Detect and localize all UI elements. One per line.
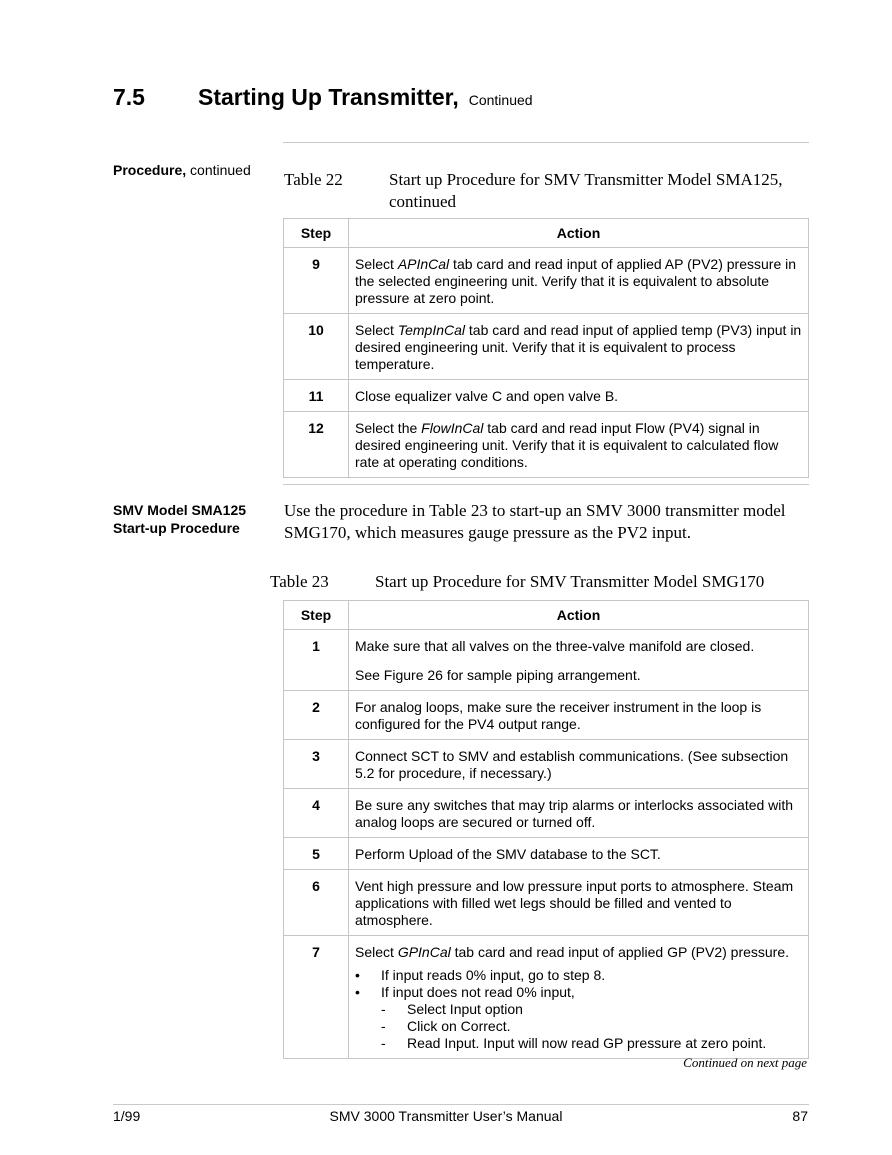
- action-cell: [349, 936, 809, 1059]
- footer-date: 1/99: [113, 1108, 141, 1124]
- sub-item: [381, 1018, 802, 1035]
- action-cell: [349, 380, 809, 412]
- step-number: 5: [284, 838, 349, 870]
- step-number: 11: [284, 380, 349, 412]
- mid-rule: [283, 484, 809, 485]
- bullet-text: If input reads 0% input, go to step 8.: [381, 967, 606, 983]
- action-text: Be sure any switches that may trip alarms or interlocks associated with analog loops are secured or turned off.: [355, 797, 794, 830]
- action-text: Select: [355, 944, 398, 960]
- action-cell: [349, 248, 809, 314]
- tab-card-name: APInCal: [397, 256, 450, 272]
- action-cell: [349, 691, 809, 740]
- action-text: Vent high pressure and low pressure input ports to atmosphere. Steam applications with filled wet legs should be filled and vented to atmosphere.: [355, 878, 794, 928]
- table-row: [284, 789, 809, 838]
- action-paragraph: [355, 638, 802, 655]
- bullet-item: [355, 967, 802, 984]
- action-cell: [349, 412, 809, 478]
- bullet-text: If input does not read 0% input,: [381, 984, 575, 1000]
- action-text: For analog loops, make sure the receiver instrument in the loop is configured for the PV4 output range.: [355, 699, 762, 732]
- bullet-list: [355, 967, 802, 1052]
- action-text: Select the: [355, 420, 422, 436]
- action-text: Select: [355, 322, 398, 338]
- tab-card-name: TempInCal: [397, 322, 465, 338]
- action-text: Make sure that all valves on the three-valve manifold are closed.: [355, 638, 755, 654]
- step-number: 7: [284, 936, 349, 1059]
- section-number: 7.5: [113, 84, 145, 110]
- action-cell: [349, 740, 809, 789]
- table22-action-header: Action: [349, 219, 809, 248]
- startup-side-heading-line2: Start-up Procedure: [113, 520, 240, 536]
- action-text: Select: [355, 256, 398, 272]
- table22-step-header: Step: [284, 219, 349, 248]
- section-title: Starting Up Transmitter,: [198, 84, 459, 110]
- table23-step-header: Step: [284, 601, 349, 630]
- action-text: tab card and read input of applied AP (PV2) pressure in the selected engineering unit. Verify that it is equivalent to absolute pressure at zero point.: [355, 256, 797, 306]
- table-row: [284, 740, 809, 789]
- table-row: [284, 314, 809, 380]
- startup-side-heading: [113, 501, 246, 537]
- footer-rule: [113, 1104, 809, 1105]
- action-text: See Figure 26 for sample piping arrangement.: [355, 667, 641, 683]
- table22-title-line2: continued: [389, 192, 457, 211]
- sub-text: Select Input option: [407, 1001, 523, 1017]
- sub-text: Click on Correct.: [407, 1018, 511, 1034]
- action-text: tab card and read input Flow (PV4) signal in desired engineering unit. Verify that it is equivalent to calculated flow rate at operating conditions.: [355, 420, 779, 470]
- tab-card-name: GPInCal: [397, 944, 451, 960]
- table22: [283, 218, 809, 478]
- table23-caption: [270, 571, 810, 595]
- table-row: [284, 936, 809, 1059]
- table22-caption: [284, 169, 814, 215]
- action-paragraph: [355, 667, 802, 684]
- action-cell: [349, 630, 809, 691]
- step-number: 1: [284, 630, 349, 691]
- action-text: Close equalizer valve C and open valve B.: [355, 388, 619, 404]
- step-number: 12: [284, 412, 349, 478]
- footer-manual-title: SMV 3000 Transmitter User’s Manual: [329, 1108, 563, 1124]
- top-rule: [283, 142, 809, 143]
- action-paragraph: [355, 846, 802, 863]
- sub-item: [381, 1001, 802, 1018]
- action-paragraph: [355, 944, 802, 961]
- action-cell: [349, 870, 809, 936]
- bullet-marker: •: [355, 984, 360, 1000]
- action-cell: [349, 838, 809, 870]
- startup-side-heading-line1: SMV Model SMA125: [113, 502, 247, 518]
- sub-list: [381, 1001, 802, 1052]
- step-number: 9: [284, 248, 349, 314]
- action-paragraph: [355, 748, 802, 782]
- action-text: Perform Upload of the SMV database to the SCT.: [355, 846, 661, 862]
- table-row: [284, 380, 809, 412]
- sub-marker: -: [381, 1001, 386, 1017]
- action-cell: [349, 314, 809, 380]
- table23-title: Start up Procedure for SMV Transmitter Model SMG170: [375, 572, 765, 591]
- table23-number: Table 23: [270, 572, 329, 591]
- sub-item: [381, 1035, 802, 1052]
- tab-card-name: FlowInCal: [421, 420, 484, 436]
- table22-title: [389, 169, 783, 213]
- procedure-side-label-bold: Procedure,: [113, 162, 187, 178]
- table-row: [284, 691, 809, 740]
- action-paragraph: [355, 797, 802, 831]
- step-number: 2: [284, 691, 349, 740]
- action-paragraph: [355, 699, 802, 733]
- table22-number: Table 22: [284, 170, 343, 189]
- procedure-side-label-rest: continued: [186, 162, 251, 178]
- sub-marker: -: [381, 1018, 386, 1034]
- table22-header-row: [284, 219, 809, 248]
- intro-paragraph: Use the procedure in Table 23 to start-up an SMV 3000 transmitter model SMG170, which measures gauge pressure as the PV2 input.: [284, 501, 786, 542]
- step-number: 6: [284, 870, 349, 936]
- action-text: tab card and read input of applied temp (PV3) input in desired engineering unit. Verify that it is equivalent to process temperature.: [355, 322, 802, 372]
- section-continued: Continued: [468, 92, 533, 108]
- sub-text: Read Input. Input will now read GP pressure at zero point.: [407, 1035, 767, 1051]
- table23-action-header: Action: [349, 601, 809, 630]
- step-number: 4: [284, 789, 349, 838]
- step-number: 10: [284, 314, 349, 380]
- table-row: [284, 248, 809, 314]
- sub-marker: -: [381, 1035, 386, 1051]
- table-row: [284, 870, 809, 936]
- table-row: [284, 838, 809, 870]
- table-row: [284, 412, 809, 478]
- action-text: tab card and read input of applied GP (PV2) pressure.: [450, 944, 790, 960]
- procedure-side-label: [113, 161, 251, 179]
- table23-header-row: [284, 601, 809, 630]
- table23: [283, 600, 809, 1059]
- section-heading: [113, 84, 533, 111]
- bullet-item: [355, 984, 802, 1052]
- action-cell: [349, 789, 809, 838]
- continued-note: Continued on next page: [683, 1055, 807, 1070]
- bullet-marker: •: [355, 967, 360, 983]
- action-paragraph: [355, 878, 802, 929]
- table22-title-line1: Start up Procedure for SMV Transmitter Model SMA125,: [389, 170, 783, 189]
- footer-page-number: 87: [792, 1108, 808, 1124]
- action-text: Connect SCT to SMV and establish communications. (See subsection 5.2 for procedure, if necessary.): [355, 748, 789, 781]
- step-number: 3: [284, 740, 349, 789]
- table-row: [284, 630, 809, 691]
